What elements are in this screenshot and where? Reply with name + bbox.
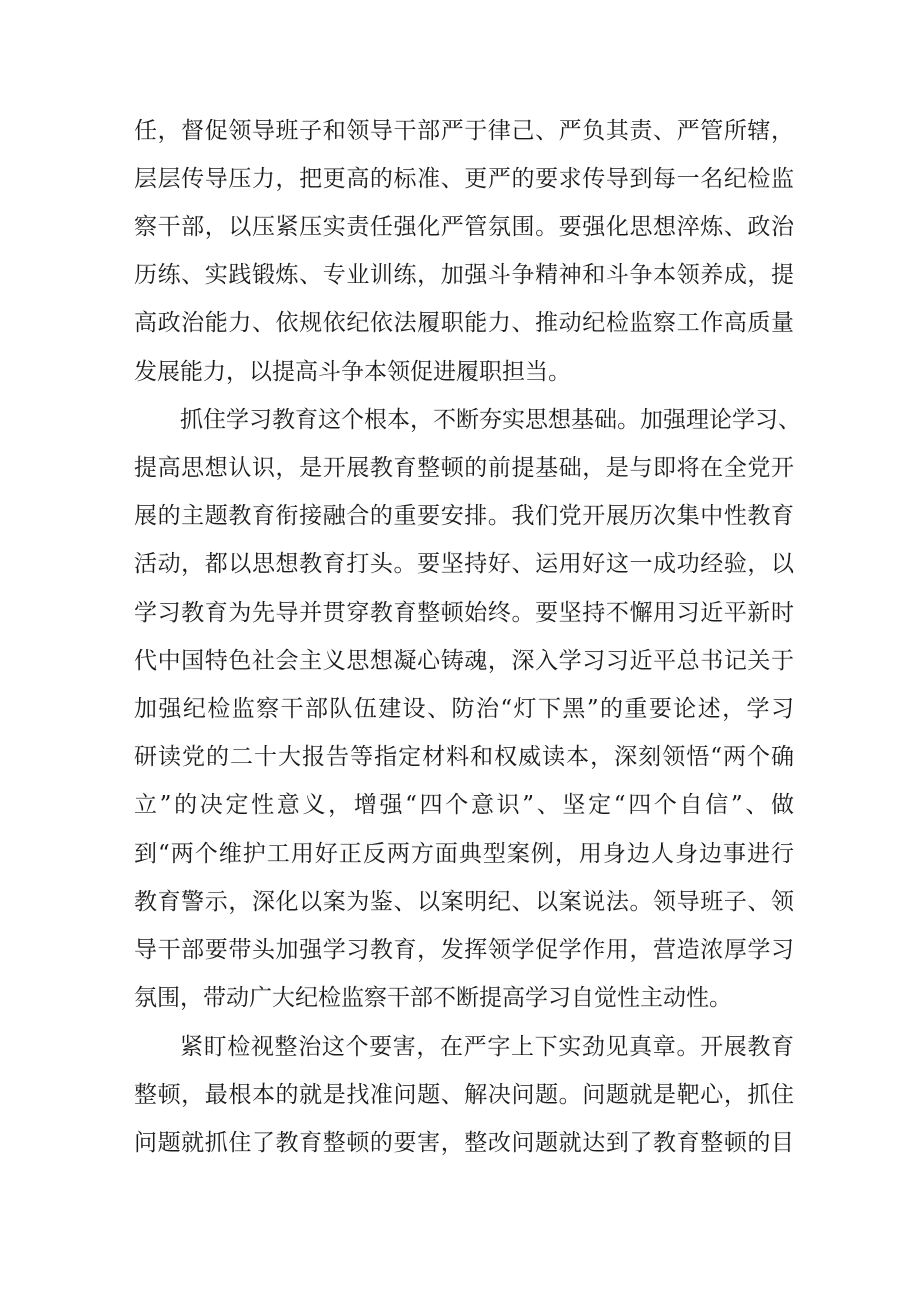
text-line: 问题就抓住了教育整顿的要害，整改问题就达到了教育整顿的目 <box>134 1130 794 1156</box>
text-line: 加强纪检监察干部队伍建设、防治“灯下黑”的重要论述，学习 <box>134 696 794 722</box>
text-line: 整顿，最根本的就是找准问题、解决问题。问题就是靶心，抓住 <box>134 1082 794 1108</box>
text-line: 氛围，带动广大纪检监察干部不断提高学习自觉性主动性。 <box>134 985 732 1011</box>
text-line: 察干部，以压紧压实责任强化严管氛围。要强化思想淬炼、政治 <box>134 214 794 240</box>
text-line: 研读党的二十大报告等指定材料和权威读本，深刻领悟“两个确 <box>134 744 794 770</box>
text-line: 任，督促领导班子和领导干部严于律己、严负其责、严管所辖， <box>134 118 794 144</box>
text-line: 教育警示，深化以案为鉴、以案明纪、以案说法。领导班子、领 <box>134 889 794 915</box>
text-line: 高政治能力、依规依纪依法履职能力、推动纪检监察工作高质量 <box>134 310 794 336</box>
text-line: 提高思想认识，是开展教育整顿的前提基础，是与即将在全党开 <box>134 455 794 481</box>
text-line: 发展能力，以提高斗争本领促进履职担当。 <box>134 359 571 385</box>
text-line: 学习教育为先导并贯穿教育整顿始终。要坚持不懈用习近平新时 <box>134 600 794 626</box>
text-line: 活动，都以思想教育打头。要坚持好、运用好这一成功经验，以 <box>134 551 794 577</box>
text-line: 代中国特色社会主义思想凝心铸魂，深入学习习近平总书记关于 <box>134 648 794 674</box>
text-line: 展的主题教育衔接融合的重要安排。我们党开展历次集中性教育 <box>134 503 794 529</box>
paragraph-first-line: 抓住学习教育这个根本，不断夯实思想基础。加强理论学习、 <box>180 407 801 433</box>
text-line: 历练、实践锻炼、专业训练，加强斗争精神和斗争本领养成，提 <box>134 262 794 288</box>
text-line: 导干部要带头加强学习教育，发挥领学促学作用，营造浓厚学习 <box>134 937 794 963</box>
paragraph-first-line: 紧盯检视整治这个要害，在严字上下实劲见真章。开展教育 <box>180 1034 794 1060</box>
text-line: 立”的决定性意义，增强“四个意识”、坚定“四个自信”、做 <box>134 792 794 818</box>
text-line: 到“两个维护工用好正反两方面典型案例，用身边人身边事进行 <box>134 841 794 867</box>
text-line: 层层传导压力，把更高的标准、更严的要求传导到每一名纪检监 <box>134 166 794 192</box>
